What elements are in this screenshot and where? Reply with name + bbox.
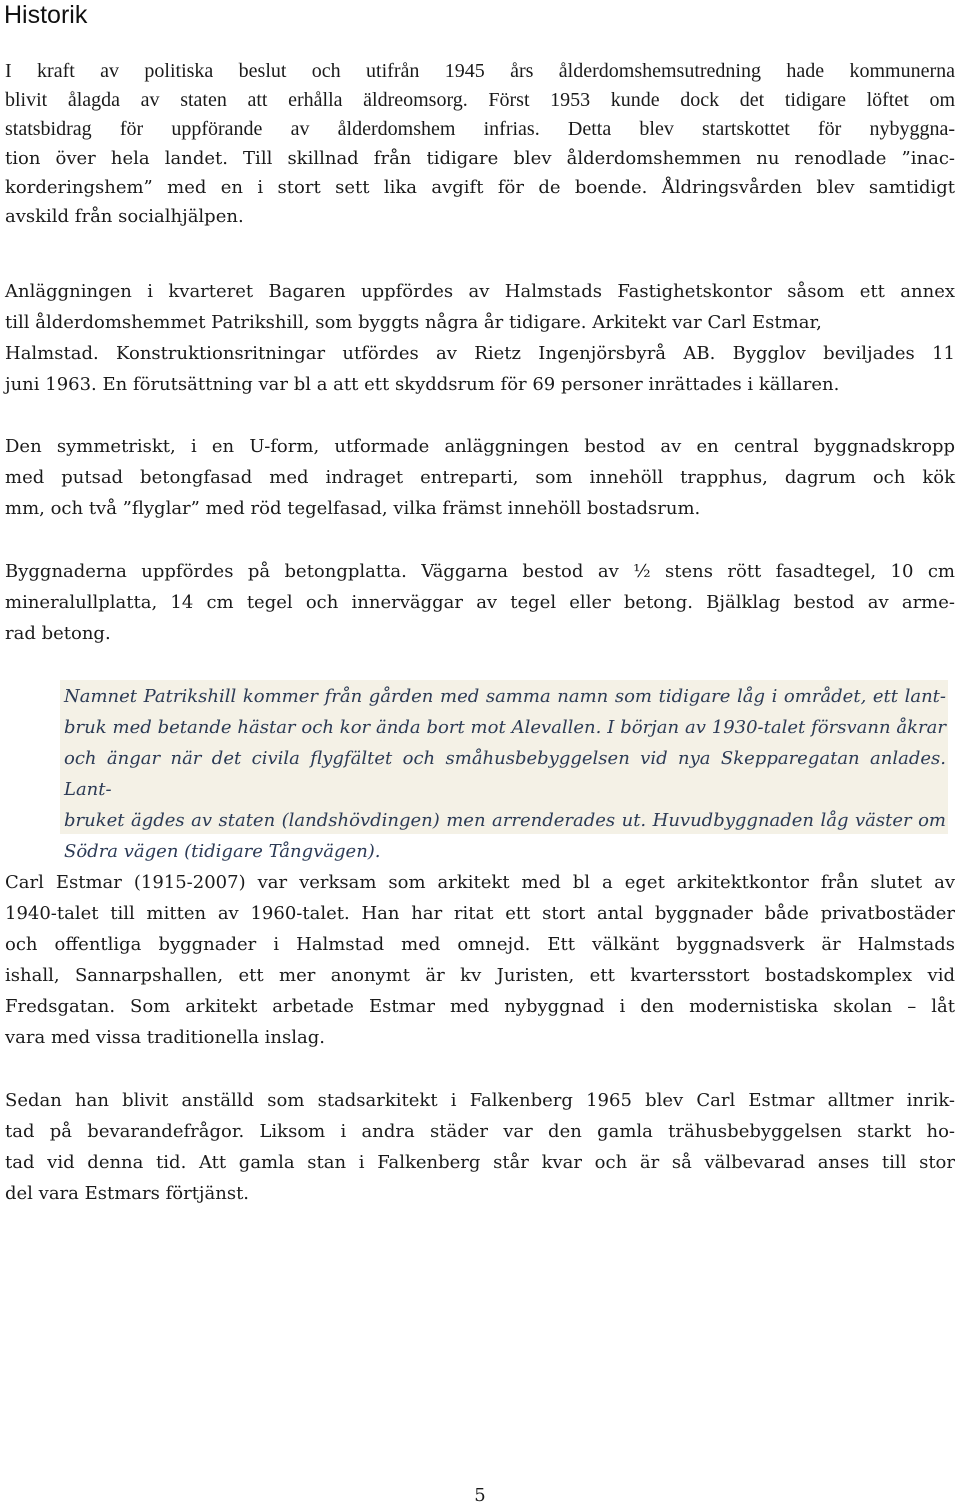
text-line: vara med vissa traditionella inslag. <box>5 1027 325 1048</box>
text-line: 1940-talet till mitten av 1960-talet. Han har ritat ett stort antal byggnader både privatbostäder <box>5 903 955 924</box>
text-line: ishall, Sannarpshallen, ett mer anonymt är kv Juristen, ett kvartersstort bostadskomplex vid <box>5 965 955 986</box>
text-line: tad på bevarandefrågor. Liksom i andra städer var den gamla trähusbebyggelsen starkt ho- <box>5 1121 955 1142</box>
paragraph-falkenberg <box>5 1085 955 1209</box>
text-line: och offentliga byggnader i Halmstad med omnejd. Ett välkänt byggnadsverk är Halmstads <box>5 934 955 955</box>
quote-text <box>64 681 946 867</box>
text-line: tad vid denna tid. Att gamla stan i Falkenberg står kvar och är så välbevarad anses till stor <box>5 1152 955 1173</box>
text-line: mineralullplatta, 14 cm tegel och innerväggar av tegel eller betong. Bjälklag bestod av arme- <box>5 592 955 613</box>
text-line: Anläggningen i kvarteret Bagaren uppfördes av Halmstads Fastighetskontor såsom ett annex <box>5 281 955 302</box>
text-line: korderingshem” med en i stort sett lika avgift för de boende. Åldringsvården blev samtidigt <box>5 177 955 198</box>
text-line: Byggnaderna uppfördes på betongplatta. Väggarna bestod av ½ stens rött fasadtegel, 10 cm <box>5 561 955 582</box>
paragraph-construction <box>5 556 955 649</box>
text-line: juni 1963. En förutsättning var bl a att ett skyddsrum för 69 personer inrättades i källaren. <box>5 374 840 395</box>
text-line: Södra vägen (tidigare Tångvägen). <box>64 841 381 862</box>
text-line: tion över hela landet. Till skillnad från tidigare blev ålderdomshemmen nu renodlade ”inac- <box>5 148 955 169</box>
text-line: mm, och två ”flyglar” med röd tegelfasad, vilka främst innehöll bostadsrum. <box>5 498 701 519</box>
text-line: Fredsgatan. Som arkitekt arbetade Estmar med nybyggnad i den modernistiska skolan – låt <box>5 996 955 1017</box>
text-line: bruk med betande hästar och kor ända bort mot Alevallen. I början av 1930-talet försvann åkrar <box>64 717 946 738</box>
text-line: Halmstad. Konstruktionsritningar utfördes av Rietz Ingenjörsbyrå AB. Bygglov beviljades 11 <box>5 343 955 364</box>
text-line: bruket ägdes av staten (landshövdingen) men arrenderades ut. Huvudbyggnaden låg väster om <box>64 810 946 831</box>
text-line: Den symmetriskt, i en U-form, utformade anläggningen bestod av en central byggnadskropp <box>5 436 955 457</box>
text-line: och ängar när det civila flygfältet och småhusbebyggelsen vid nya Skepparegatan anlades. Lant- <box>64 748 946 800</box>
text-line: del vara Estmars förtjänst. <box>5 1183 250 1204</box>
text-line: Sedan han blivit anställd som stadsarkitekt i Falkenberg 1965 blev Carl Estmar alltmer inrik- <box>5 1090 955 1111</box>
text-line: blivit ålagda av staten att erhålla äldreomsorg. Först 1953 kunde dock det tidigare löftet om <box>5 89 955 111</box>
text-line: till ålderdomshemmet Patrikshill, som byggts några år tidigare. Arkitekt var Carl Estmar, <box>5 312 822 333</box>
section-heading: Historik <box>4 1 88 29</box>
paragraph-facility <box>5 276 955 400</box>
text-line: med putsad betongfasad med indraget entreparti, som innehöll trapphus, dagrum och kök <box>5 467 955 488</box>
paragraph-architect <box>5 867 955 1053</box>
text-line: statsbidrag för uppförande av ålderdomshem infrias. Detta blev startskottet för nybyggna- <box>5 118 955 140</box>
page-number: 5 <box>474 1485 486 1506</box>
paragraph-intro <box>5 57 955 231</box>
text-line: Namnet Patrikshill kommer från gården med samma namn som tidigare låg i området, ett lant- <box>64 686 946 707</box>
text-line: rad betong. <box>5 623 111 644</box>
text-line: Carl Estmar (1915-2007) var verksam som arkitekt med bl a eget arkitektkontor från slutet av <box>5 872 955 893</box>
text-line: avskild från socialhjälpen. <box>5 206 244 227</box>
quote-box <box>60 680 948 862</box>
text-line: I kraft av politiska beslut och utifrån 1945 års ålderdomshemsutredning hade kommunerna <box>5 60 955 82</box>
paragraph-layout <box>5 431 955 524</box>
